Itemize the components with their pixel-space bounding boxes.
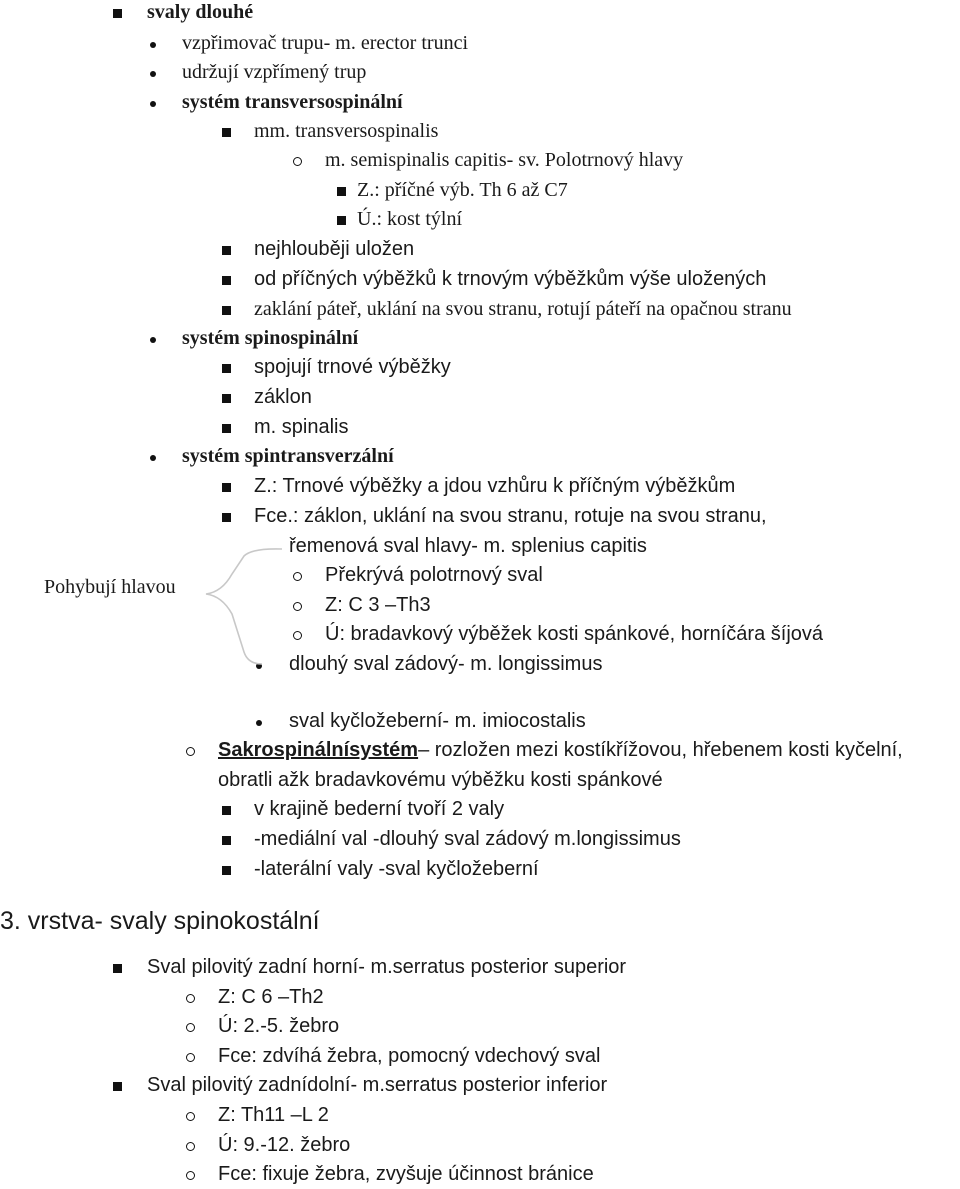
sakrospinalni-term: Sakrospinálnísystém [218, 739, 419, 761]
outline-item: systém transversospinální [182, 91, 403, 113]
outline-item: -mediální val -dlouhý sval zádový m.longissimus [254, 828, 681, 850]
outline-item: svaly dlouhé [147, 1, 254, 23]
outline-item: Z: Th11 –L 2 [218, 1104, 329, 1126]
outline-item: Z: C 3 –Th3 [325, 594, 431, 616]
outline-item: systém spinospinální [182, 327, 359, 349]
outline-item: Překrývá polotrnový sval [325, 564, 543, 586]
outline-item: mm. transversospinalis [254, 120, 439, 142]
section-heading: 3. vrstva- svaly spinokostální [0, 907, 320, 935]
outline-item: m. semispinalis capitis- sv. Polotrnový hlavy [325, 149, 684, 171]
sakrospinalni-description: – rozložen mezi kostíkřížovou, hřebenem kosti kyčelní, [418, 739, 903, 761]
outline-item: záklon [254, 386, 312, 408]
outline-item: Z: C 6 –Th2 [218, 986, 324, 1008]
outline-item: Ú: 9.-12. žebro [218, 1134, 351, 1156]
outline-item: spojují trnové výběžky [254, 356, 451, 378]
outline-item: sval kyčložeberní- m. imiocostalis [289, 710, 586, 732]
outline-item: Z.: Trnové výběžky a jdou vzhůru k příčným výběžkům [254, 475, 736, 497]
outline-item: v krajině bederní tvoří 2 valy [254, 798, 505, 820]
outline-item: od příčných výběžků k trnovým výběžkům výše uložených [254, 268, 767, 290]
outline-item: Ú: bradavkový výběžek kosti spánkové, horníčára šíjová [325, 623, 824, 645]
outline-item: obratli ažk bradavkovému výběžku kosti spánkové [218, 769, 663, 791]
outline-item: dlouhý sval zádový- m. longissimus [289, 653, 603, 675]
outline-item: -laterální valy -sval kyčložeberní [254, 858, 539, 880]
outline-item: zaklání páteř, uklání na svou stranu, rotují páteří na opačnou stranu [254, 298, 792, 320]
outline-item: Fce: zdvíhá žebra, pomocný vdechový sval [218, 1045, 601, 1067]
outline-item: Ú: 2.-5. žebro [218, 1015, 340, 1037]
outline-item: Fce: fixuje žebra, zvyšuje účinnost bránice [218, 1163, 594, 1185]
outline-item: řemenová sval hlavy- m. splenius capitis [289, 535, 647, 557]
outline-item: Fce.: záklon, uklání na svou stranu, rotuje na svou stranu, [254, 505, 767, 527]
outline-item: vzpřimovač trupu- m. erector trunci [182, 32, 468, 54]
outline-item: Sval pilovitý zadnídolní- m.serratus posterior inferior [147, 1074, 608, 1096]
outline-item: m. spinalis [254, 416, 349, 438]
outline-item: Ú.: kost týlní [357, 208, 463, 230]
outline-item: systém spintransverzální [182, 445, 394, 467]
outline-item: udržují vzpřímený trup [182, 61, 367, 83]
outline-item: nejhlouběji uložen [254, 238, 415, 260]
side-label: Pohybují hlavou [44, 576, 176, 598]
outline-item: Sval pilovitý zadní horní- m.serratus posterior superior [147, 956, 627, 978]
outline-item: Z.: příčné výb. Th 6 až C7 [357, 179, 568, 201]
